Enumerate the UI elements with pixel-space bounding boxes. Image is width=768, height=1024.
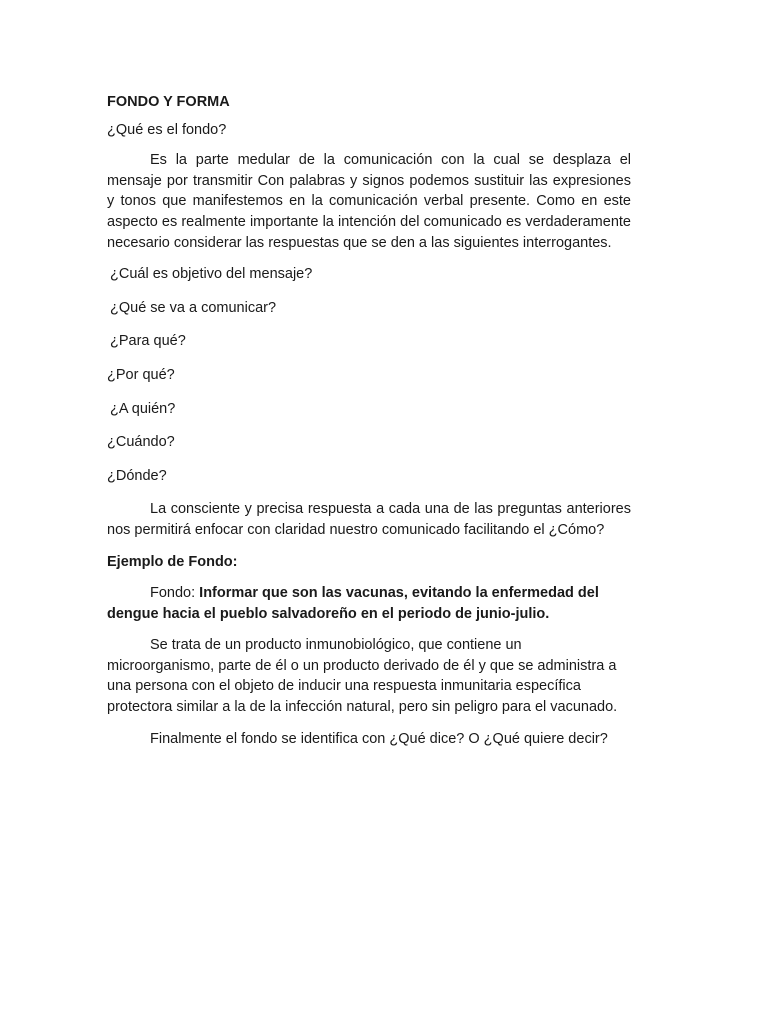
paragraph-definition: Es la parte medular de la comunicación con la cual se desplaza el mensaje por transmitir Con palabras y signos podemos sustituir las expresiones y tonos que manifestemos en la comunicación verbal presente. Como en este aspecto es realmente importante la intención del comunicado es verdaderamente necesario considerar las respuestas que se den a las siguientes interrogantes. — [107, 152, 631, 251]
question-item: ¿A quién? — [110, 400, 176, 417]
document-title: FONDO Y FORMA — [107, 94, 230, 110]
fondo-example — [107, 583, 631, 624]
fondo-text: Informar que son las vacunas, evitando la enfermedad del dengue hacia el pueblo salvadoreño en el periodo de junio-julio. — [107, 585, 599, 622]
paragraph-answers: La consciente y precisa respuesta a cada una de las preguntas anteriores nos permitirá enfocar con claridad nuestro comunicado facilitando el ¿Cómo? — [107, 501, 631, 538]
example-heading: Ejemplo de Fondo: — [107, 553, 238, 570]
question-item: ¿Qué se va a comunicar? — [110, 299, 277, 316]
question-item: ¿Para qué? — [110, 333, 186, 350]
paragraph-conclusion: Finalmente el fondo se identifica con ¿Qué dice? O ¿Qué quiere decir? — [150, 730, 608, 747]
question-item: ¿Dónde? — [107, 467, 167, 484]
paragraph-vaccine: Se trata de un producto inmunobiológico, que contiene un microorganismo, parte de él o un producto derivado de él y que se administra a una persona con el objeto de inducir una respuesta inmunitaria específica protectora similar a la de la infección natural, pero sin peligro para el vacunado. — [107, 637, 618, 716]
question-item: ¿Cuál es objetivo del mensaje? — [110, 266, 313, 283]
question-intro: ¿Qué es el fondo? — [107, 121, 227, 138]
question-item: ¿Por qué? — [107, 366, 175, 383]
question-item: ¿Cuándo? — [107, 434, 175, 451]
fondo-label: Fondo: — [150, 585, 200, 602]
document-page — [107, 92, 631, 749]
